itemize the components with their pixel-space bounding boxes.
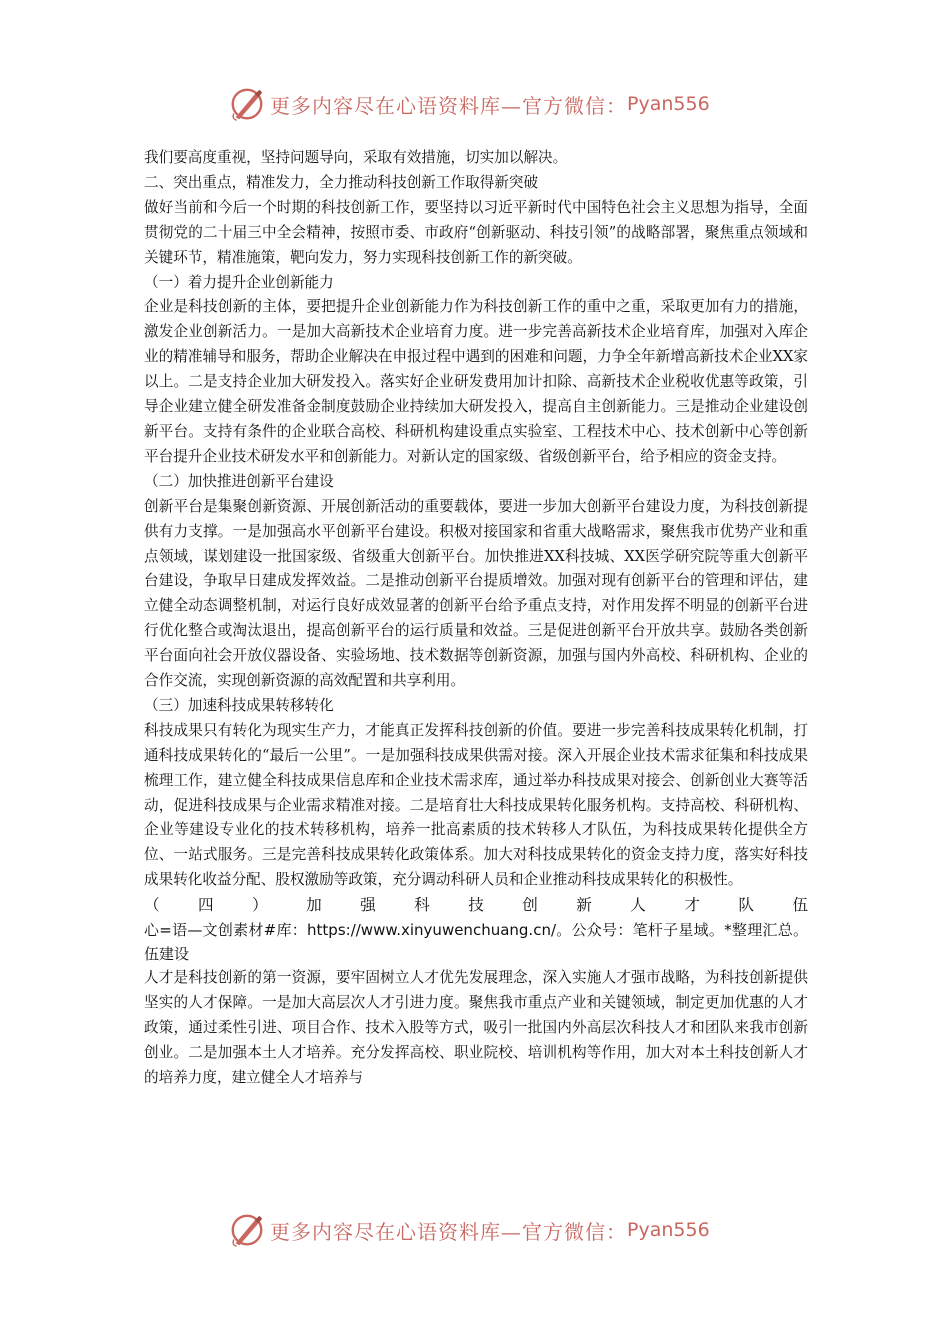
footer-banner-text: 更多内容尽在心语资料库—官方微信：: [270, 1219, 627, 1244]
footer-banner: [228, 1210, 748, 1250]
subsection-heading: （一）着力提升企业创新能力: [144, 273, 334, 291]
paragraph: 我们要高度重视，坚持问题导向，采取有效措施，切实加以解决。: [144, 149, 568, 166]
header-banner: [228, 84, 748, 124]
document-body: [144, 146, 808, 1091]
paragraph: 企业是科技创新的主体，要把提升企业创新能力作为科技创新工作的重中之重，采取更加有力的措施，激发企业创新活力。一是加大高新技术企业培育力度。进一步完善高新技术企业培育库，加强对入库企业的精准辅导和服务，帮助企业解决在申报过程中遇到的困难和问题，力争全年新增高新技术企业XX家以上。二是支持企业加大研发投入。落实好企业研发费用加计扣除、高新技术企业税收优惠等政策，引导企业建立健全研发准备金制度鼓励企业持续加大研发投入，提高自主创新能力。三是推动企业建设创新平台。支持有条件的企业联合高校、科研机构建设重点实验室、工程技术中心、技术创新中心等创新平台提升企业技术研发水平和创新能力。对新认定的国家级、省级创新平台，给予相应的资金支持。: [144, 298, 808, 465]
paragraph: 创新平台是集聚创新资源、开展创新活动的重要载体，要进一步加大创新平台建设力度，为科技创新提供有力支撑。一是加强高水平创新平台建设。积极对接国家和省重大战略需求，聚焦我市优势产业和重点领域，谋划建设一批国家级、省级重大创新平台。加快推进XX科技城、XX医学研究院等重大创新平台建设，争取早日建成发挥效益。二是推动创新平台提质增效。加强对现有创新平台的管理和评估，建立健全动态调整机制，对运行良好成效显著的创新平台给予重点支持，对作用发挥不明显的创新平台进行优化整合或淘汰退出，提高创新平台的运行质量和效益。三是促进创新平台开放共享。鼓励各类创新平台面向社会开放仪器设备、实验场地、技术数据等创新资源，加强与国内外高校、科研机构、企业的合作交流，实现创新资源的高效配置和共享利用。: [144, 497, 808, 690]
subsection-heading-watermarked: （四）加强科技创新人才队伍: [144, 896, 808, 915]
pen-logo-icon: [228, 1211, 266, 1249]
pen-logo-icon: [228, 85, 266, 123]
watermark-line: 心=语—文创素材#库：https://www.xinyuwenchuang.cn/。公众号：笔杆子星域。*整理汇总。伍建设: [144, 921, 808, 964]
header-banner-wechat-id: Pyan556: [627, 93, 710, 115]
section-heading: 二、突出重点，精准发力，全力推动科技创新工作取得新突破: [144, 173, 539, 191]
paragraph: 科技成果只有转化为现实生产力，才能真正发挥科技创新的价值。要进一步完善科技成果转化机制，打通科技成果转化的“最后一公里”。一是加强科技成果供需对接。深入开展企业技术需求征集和科技成果梳理工作，建立健全科技成果信息库和企业技术需求库，通过举办科技成果对接会、创新创业大赛等活动，促进科技成果与企业需求精准对接。二是培育壮大科技成果转化服务机构。支持高校、科研机构、企业等建设专业化的技术转移机构，培养一批高素质的技术转移人才队伍，为科技成果转化提供全方位、一站式服务。三是完善科技成果转化政策体系。加大对科技成果转化的资金支持力度，落实好科技成果转化收益分配、股权激励等政策，充分调动科研人员和企业推动科技成果转化的积极性。: [144, 721, 808, 889]
paragraph: 人才是科技创新的第一资源，要牢固树立人才优先发展理念，深入实施人才强市战略，为科技创新提供坚实的人才保障。一是加大高层次人才引进力度。聚焦我市重点产业和关键领域，制定更加优惠的人才政策，通过柔性引进、项目合作、技术入股等方式，吸引一批国内外高层次科技人才和团队来我市创新创业。二是加强本土人才培养。充分发挥高校、职业院校、培训机构等作用，加大对本土科技创新人才的培养力度，建立健全人才培养与: [144, 969, 808, 1086]
footer-banner-wechat-id: Pyan556: [627, 1219, 710, 1241]
subsection-heading: （二）加快推进创新平台建设: [144, 472, 334, 490]
subsection-heading: （三）加速科技成果转移转化: [144, 696, 334, 714]
header-banner-text: 更多内容尽在心语资料库—官方微信：: [270, 93, 627, 118]
paragraph: 做好当前和今后一个时期的科技创新工作，要坚持以习近平新时代中国特色社会主义思想为指导，全面贯彻党的二十届三中全会精神，按照市委、市政府“创新驱动、科技引领”的战略部署，聚焦重点领域和关键环节，精准施策，靶向发力，努力实现科技创新工作的新突破。: [144, 198, 808, 266]
